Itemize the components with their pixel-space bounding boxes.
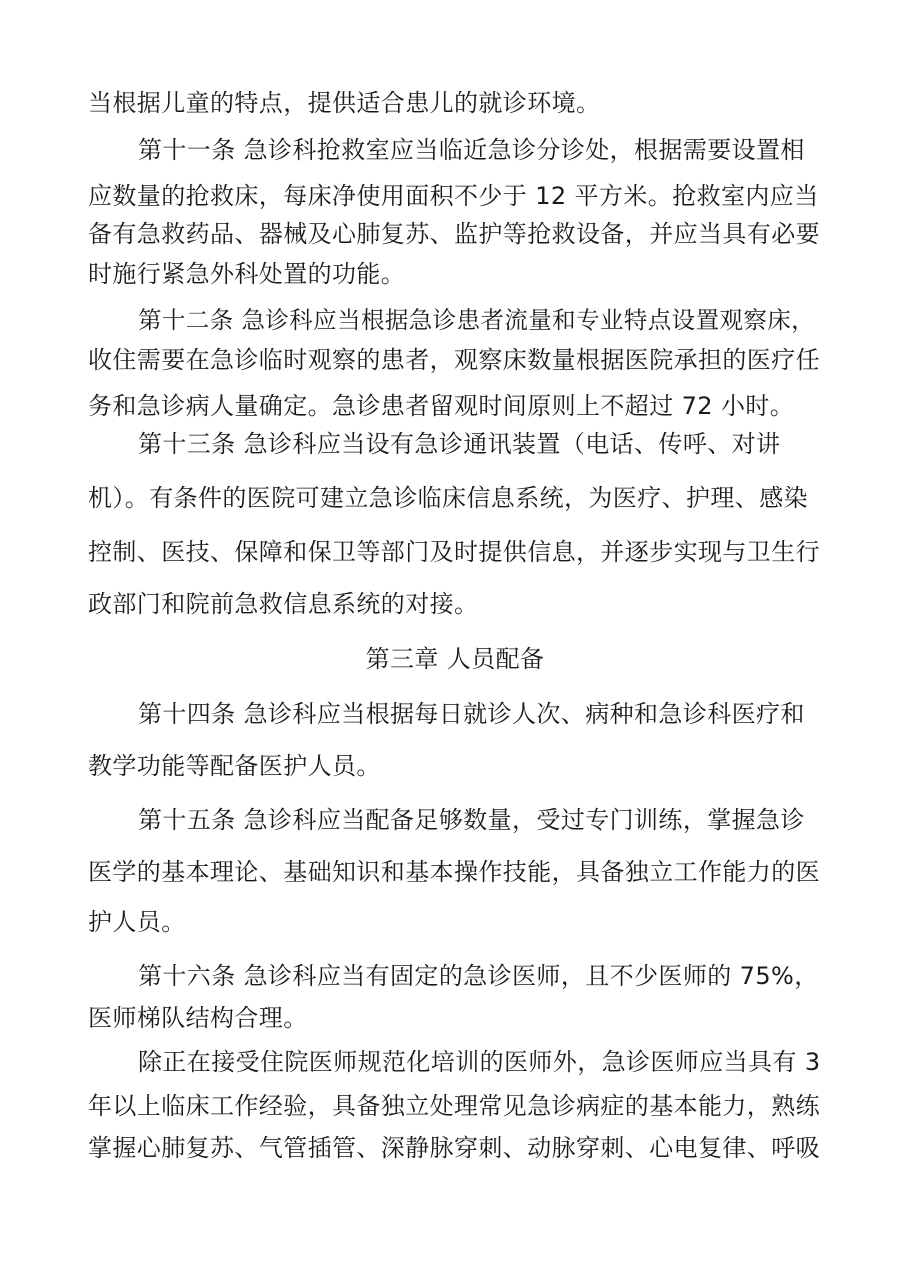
text-line-article-14: 第十四条 急诊科应当根据每日就诊人次、病种和急诊科医疗和 — [138, 700, 805, 728]
text-line: 机）。有条件的医院可建立急诊临床信息系统，为医疗、护理、感染 — [88, 484, 808, 512]
text-line-article-12: 第十二条 急诊科应当根据急诊患者流量和专业特点设置观察床， — [138, 306, 816, 334]
text-line-article-11: 第十一条 急诊科抢救室应当临近急诊分诊处，根据需要设置相 — [138, 136, 805, 164]
chapter-heading: 第三章 人员配备 — [365, 645, 545, 673]
text-line: 备有急救药品、器械及心肺复苏、监护等抢救设备，并应当具有必要 — [88, 220, 820, 248]
text-line: 时施行紧急外科处置的功能。 — [88, 260, 406, 288]
text-line: 收住需要在急诊临时观察的患者，观察床数量根据医院承担的医疗任 — [88, 346, 820, 374]
text-line: 政部门和院前急救信息系统的对接。 — [88, 590, 479, 618]
text-line-article-13: 第十三条 急诊科应当设有急诊通讯装置（电话、传呼、对讲 — [138, 430, 781, 458]
text-line: 当根据儿童的特点，提供适合患儿的就诊环境。 — [88, 89, 601, 117]
text-line-article-15: 第十五条 急诊科应当配备足够数量，受过专门训练，掌握急诊 — [138, 806, 805, 834]
text-line: 应数量的抢救床，每床净使用面积不少于 12 平方米。抢救室内应当 — [88, 182, 819, 210]
text-line: 控制、医技、保障和保卫等部门及时提供信息，并逐步实现与卫生行 — [88, 538, 820, 566]
text-line: 教学功能等配备医护人员。 — [88, 752, 381, 780]
text-line: 护人员。 — [88, 908, 186, 936]
text-line: 务和急诊病人量确定。急诊患者留观时间原则上不超过 72 小时。 — [88, 392, 795, 420]
text-line: 除正在接受住院医师规范化培训的医师外，急诊医师应当具有 3 — [138, 1048, 821, 1076]
text-line: 医师梯队结构合理。 — [88, 1004, 308, 1032]
text-line: 医学的基本理论、基础知识和基本操作技能，具备独立工作能力的医 — [88, 858, 820, 886]
text-line: 年以上临床工作经验，具备独立处理常见急诊病症的基本能力，熟练 — [88, 1092, 820, 1120]
text-line-article-16: 第十六条 急诊科应当有固定的急诊医师，且不少医师的 75%， — [138, 962, 819, 990]
text-line: 掌握心肺复苏、气管插管、深静脉穿刺、动脉穿刺、心电复律、呼吸 — [88, 1134, 820, 1162]
